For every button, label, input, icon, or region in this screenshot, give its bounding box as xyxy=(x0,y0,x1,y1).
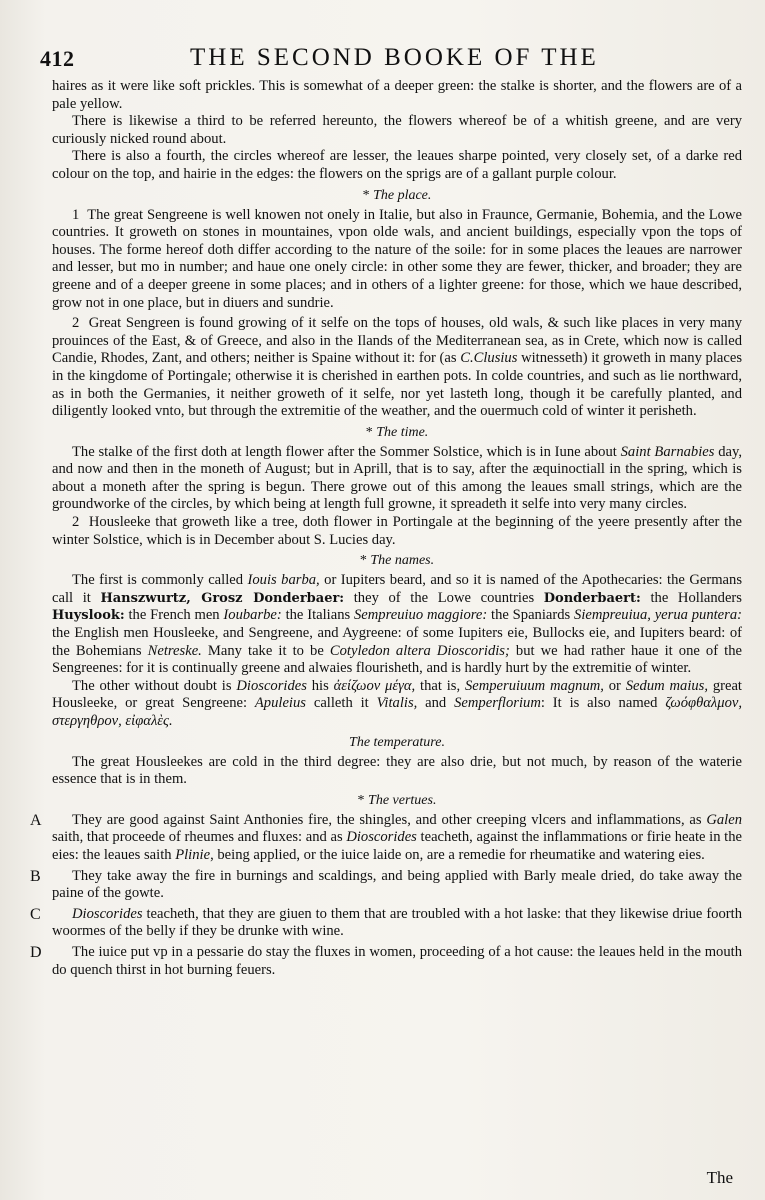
heading-text: The vertues. xyxy=(368,792,437,808)
names-paragraph-1 xyxy=(52,572,742,678)
desc-paragraph-2: There is likewise a third to be referred hereunto, the flowers whereof be of a whitish greene, and are very curiously nicked round about. xyxy=(52,113,742,147)
margin-letter: A xyxy=(30,811,42,829)
t: calleth it xyxy=(305,695,377,712)
dutch-name: Donderbaert: xyxy=(543,590,641,606)
t: but we had rather haue it one of the Sengreenes: for it is continually greene and alwaies flourisheth, and is hardly hurt by the extremitie of winter. xyxy=(52,642,742,677)
author-name: Plinie xyxy=(175,846,211,863)
author-name: Dioscorides xyxy=(72,905,143,922)
heading-star: * xyxy=(359,553,367,569)
author-name: Dioscorides xyxy=(346,829,417,846)
heading-star: * xyxy=(362,187,370,203)
t: that is, xyxy=(415,677,465,694)
t: the Italians xyxy=(281,607,354,624)
section-heading-place xyxy=(52,186,742,206)
t: his xyxy=(306,677,334,694)
latin-name: Iouis barba, xyxy=(247,572,320,589)
author-name: Dioscorides xyxy=(236,677,307,694)
place-paragraph-1 xyxy=(52,207,742,313)
t: They are good against Saint Anthonies fire, the shingles, and other creeping vlcers and inflammations, as xyxy=(72,811,707,828)
paragraph-text: Housleeke that groweth like a tree, doth flower in Portingale at the beginning of the yeere presently after the winter Solstice, which is in December about S. Lucies day. xyxy=(52,514,743,548)
bohemian-name: Netreske. xyxy=(147,642,202,659)
t: teacheth, against the inflammations or firie heate in the eies: the leaues saith xyxy=(52,829,742,863)
latin-name: Vitalis, xyxy=(376,695,418,712)
heading-star: * xyxy=(365,424,373,440)
page-number: 412 xyxy=(40,46,75,71)
author-name: Galen xyxy=(706,811,742,828)
vertue-paragraph xyxy=(52,812,742,865)
margin-letter: D xyxy=(30,943,42,961)
body-text xyxy=(30,78,743,979)
greek-name: ζωόφθαλμον, στεργηθρον, εἰφαλὲς. xyxy=(52,695,742,729)
t: teacheth, that they are giuen to them that are troubled with a hot laske: that they likewise driue foorth woormes of the belly if they be drunke with wine. xyxy=(52,905,742,940)
paragraph-text: The great Sengreene is well knowen not onely in Italie, but also in Fraunce, Germanie, Bohemia, and the Lowe countries. It groweth on stones in mountaines, vpon olde wals, and ancient buildings, especially vpon the tops of houses. The forme hereof doth differ according to the nature of the soile: for in some places the leaues are narrower and lesser, but mo in number; and haue one onely circle: in other some they are fewer, thicker, and broader; they are greene and of a deeper greene in some places; and in others of a lighter greene: for those, which we haue described, grow not in one place, but in diuers and sundrie. xyxy=(52,206,742,311)
section-heading-time xyxy=(52,423,742,443)
t: , being applied, or the iuice laide on, are a remedie for rheumatike and watering eies. xyxy=(210,846,705,863)
item-number: 2 xyxy=(72,315,80,332)
item-number: 2 xyxy=(72,514,80,531)
italian-name: Sempreuiuo maggiore: xyxy=(353,607,488,624)
vertue-entry-b xyxy=(30,867,742,903)
t: or xyxy=(603,677,626,694)
t: the Spaniards xyxy=(487,607,575,624)
t: or Iupiters beard, and so it is named of the Apothecaries: the Germans call it xyxy=(52,572,743,606)
vertue-entry-a xyxy=(30,811,742,865)
t: the French men xyxy=(124,607,224,624)
t: saith, that proceede of rheumes and fluxes: and as xyxy=(52,829,347,846)
t: great Housleeke, or great Sengreene: xyxy=(52,677,742,712)
greek-name: ἀείζωον μέγα, xyxy=(333,677,416,694)
dutch-name: Huyslook: xyxy=(52,608,125,624)
german-name: Hanszwurtz, Grosz Donderbaer: xyxy=(100,590,345,606)
vertue-entry-c xyxy=(30,905,742,941)
vertue-entry-d xyxy=(30,943,742,979)
item-number: 1 xyxy=(72,206,80,223)
latin-name: Semperflorium xyxy=(454,695,541,712)
section-heading-names xyxy=(52,551,742,571)
t: the English men Housleeke, and Sengreene, and Aygreene: of some Iupiters eie, Bullocks eie, and Iupiters beard: of the Bohemians xyxy=(52,625,742,659)
desc-paragraph-3: There is also a fourth, the circles whereof are lesser, the leaues sharpe pointed, very closely set, of a darke red colour on the top, and hairie in the edges: the flowers on the sprigs are of a gallant purple colour. xyxy=(52,148,742,182)
t: Many take it to be xyxy=(201,642,330,659)
latin-name: Cotyledon altera Dioscoridis; xyxy=(329,642,510,659)
latin-name: Sedum maius, xyxy=(625,677,708,694)
t: The first is commonly called xyxy=(72,572,248,589)
margin-letter: B xyxy=(30,867,41,885)
section-heading-temperature xyxy=(52,733,742,753)
saint-name: Saint Barnabies xyxy=(620,443,715,460)
spanish-name: Siempreuiua, yerua puntera: xyxy=(574,607,742,624)
t: : It is also named xyxy=(540,695,666,712)
time-paragraph-2 xyxy=(52,514,742,549)
paragraph-text: The stalke of the first doth at length flower after the Sommer Solstice, which is in Iune about xyxy=(72,443,621,460)
paragraph-text: Great Sengreen is found growing of it selfe on the tops of houses, old wals, & such like places in very many prouinces of the East, & of Greece, and also in the Ilands of the Mediterranean sea, as in Crete, which now is called Candie, Rhodes, Zant, and others; neither is Spaine without it: for (as xyxy=(52,315,743,367)
vertue-paragraph: They take away the fire in burnings and scaldings, and being applied with Barly meale dried, do take away the paine of the gowte. xyxy=(52,867,742,902)
paragraph-text: day, and now and then in the moneth of August; but in Aprill, that is to say, after the æquinoctiall in the spring, which is about a moneth after the spring is begun. There growe out of this among the leaues small strings, which are the groundworke of the circles, by which being at length full growne, it spreadeth it selfe into very many circles. xyxy=(52,443,742,513)
time-paragraph-1 xyxy=(52,444,742,514)
t: they of the Lowe countries xyxy=(344,589,544,606)
heading-text: The place. xyxy=(373,187,432,203)
running-head xyxy=(40,44,735,78)
vertue-paragraph: The iuice put vp in a pessarie do stay the fluxes in women, proceeding of a hot cause: the leaues held in the mouth do quench thirst in hot burning feuers. xyxy=(52,943,742,978)
heading-text: The time. xyxy=(376,424,429,440)
latin-name: Semperuiuum magnum, xyxy=(464,677,604,694)
paragraph-text: witnesseth) it groweth in many places in the kingdome of Portingale; otherwise it is cherished in earthen pots. In colde countries, and such as lie northward, as in both the Germanies, it neither groweth of it selfe, nor yet lasteth long, though it be carefully planted, and diligently looked vnto, but through the extremitie of the weather, and the ouermuch cold of winter it perisheth. xyxy=(52,350,742,420)
desc-paragraph-1: haires as it were like soft prickles. This is somewhat of a deeper green: the stalke is shorter, and the flowers are of a pale yellow. xyxy=(52,78,742,112)
heading-text: The temperature. xyxy=(349,734,445,750)
catchword: The xyxy=(706,1168,733,1187)
author-name: C.Clusius xyxy=(460,350,518,367)
french-name: Ioubarbe: xyxy=(223,607,282,624)
names-paragraph-2 xyxy=(52,678,742,731)
place-paragraph-2 xyxy=(52,315,742,421)
running-title: THE SECOND BOOKE OF THE xyxy=(190,44,599,71)
t: the Hollanders xyxy=(640,589,742,606)
author-name: Apuleius xyxy=(254,695,306,712)
section-heading-vertues xyxy=(52,791,742,811)
heading-star: * xyxy=(357,792,365,808)
margin-letter: C xyxy=(30,905,41,923)
t: The other without doubt is xyxy=(72,677,237,694)
temperature-paragraph-1: The great Housleekes are cold in the third degree: they are also drie, but not much, by reason of the waterie essence that is in them. xyxy=(52,753,742,788)
heading-text: The names. xyxy=(370,553,435,569)
vertue-paragraph xyxy=(52,906,742,941)
t: and xyxy=(417,695,455,712)
